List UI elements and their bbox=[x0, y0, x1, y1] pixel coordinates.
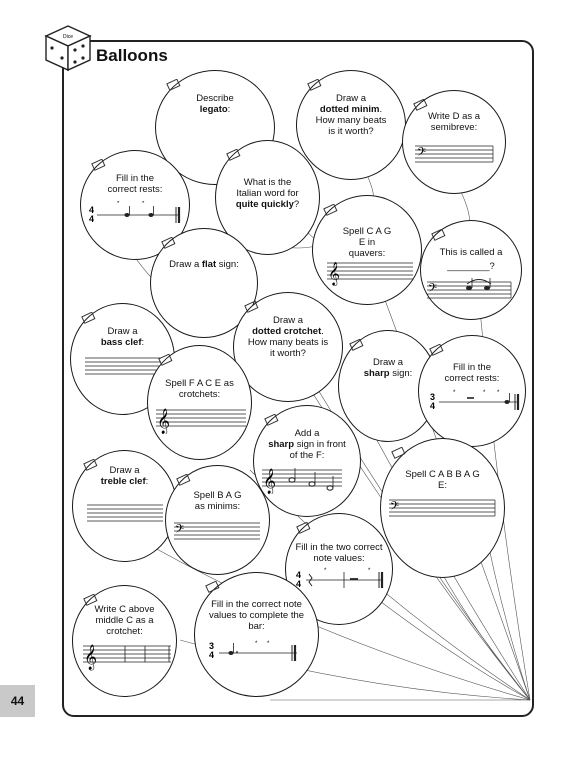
svg-text:𝄢: 𝄢 bbox=[417, 146, 427, 162]
svg-text:*: * bbox=[483, 390, 486, 396]
svg-text:*: * bbox=[142, 201, 145, 207]
blank-stave bbox=[85, 356, 161, 378]
pencil-icon bbox=[226, 149, 242, 163]
balloon-dotted-minim: Draw a dotted minim. How many beats is it worth? bbox=[296, 70, 406, 180]
balloon-draw-treble-clef: Draw a treble clef: bbox=[72, 450, 177, 562]
balloon-add-sharp-f: Add a sharp sign in front of the F: 𝄞 bbox=[253, 405, 361, 517]
question-text: Fill in the correct note values to complete the bar: bbox=[208, 599, 305, 632]
treble-stave bbox=[262, 464, 352, 494]
svg-text:4: 4 bbox=[296, 570, 302, 580]
svg-text:*: * bbox=[117, 201, 120, 207]
svg-text:3: 3 bbox=[430, 392, 436, 402]
question-text: This is called a bbox=[439, 247, 503, 258]
question-keyword: bass clef bbox=[100, 337, 142, 348]
balloon-this-is-called bbox=[420, 220, 522, 320]
svg-text:4: 4 bbox=[89, 214, 95, 224]
question-text: Describe bbox=[196, 93, 234, 104]
question-text: Fill in the correct rests: bbox=[444, 362, 500, 384]
pencil-icon bbox=[391, 447, 407, 461]
svg-text:*: * bbox=[453, 390, 456, 396]
balloon-complete-bar bbox=[194, 572, 319, 697]
pencil-icon bbox=[81, 312, 97, 326]
svg-text:𝄞: 𝄞 bbox=[328, 261, 340, 285]
svg-text:*: * bbox=[368, 568, 371, 574]
question-keyword: flat bbox=[201, 259, 217, 270]
svg-text:𝄞: 𝄞 bbox=[84, 645, 98, 670]
question-keyword: dotted minim bbox=[319, 104, 380, 115]
page-number: 44 bbox=[0, 685, 35, 717]
pencil-icon bbox=[296, 522, 312, 536]
question-text: Write D as a semibreve: bbox=[427, 111, 481, 133]
svg-text:𝄢: 𝄢 bbox=[390, 500, 400, 516]
pencil-icon bbox=[244, 301, 260, 315]
pencil-icon bbox=[349, 339, 365, 353]
question-keyword: sharp bbox=[268, 439, 295, 450]
question-text: Spell C A G E in quavers: bbox=[342, 226, 392, 259]
pencil-icon bbox=[158, 354, 174, 368]
bass-stave bbox=[415, 143, 495, 167]
balloon-middle-c bbox=[72, 585, 177, 697]
answer-blank: ________? bbox=[447, 261, 495, 272]
treble-stave bbox=[327, 258, 415, 286]
svg-text:4: 4 bbox=[296, 579, 302, 589]
question-text: Write C above middle C as a crotchet: bbox=[94, 604, 155, 637]
svg-text:*: * bbox=[255, 641, 258, 647]
pencil-icon bbox=[161, 237, 177, 251]
balloon-dotted-crotchet: Draw a dotted crotchet. How many beats is it worth? bbox=[233, 292, 343, 402]
balloon-spell-bag bbox=[165, 465, 270, 575]
balloon-spell-cabbage bbox=[380, 438, 505, 578]
treble-stave bbox=[156, 404, 246, 434]
pencil-icon bbox=[429, 344, 445, 358]
bass-stave bbox=[389, 497, 497, 523]
svg-text:3: 3 bbox=[209, 641, 215, 651]
balloon-write-d-semibreve bbox=[402, 90, 506, 194]
balloon-draw-sharp: Draw a sharp sign: bbox=[338, 330, 438, 442]
blank-stave bbox=[87, 503, 163, 525]
bass-stave bbox=[427, 277, 517, 303]
pencil-icon bbox=[166, 79, 182, 93]
balloon-draw-bass-clef: Draw a bass clef: bbox=[70, 303, 175, 415]
svg-text:*: * bbox=[324, 568, 327, 574]
svg-text:𝄞: 𝄞 bbox=[157, 409, 171, 434]
rhythm-line bbox=[87, 201, 185, 229]
question-text: Fill in the correct rests: bbox=[107, 173, 163, 195]
pencil-icon bbox=[307, 79, 323, 93]
svg-text:𝄢: 𝄢 bbox=[428, 282, 438, 298]
balloon-draw-flat: Draw a flat sign: bbox=[150, 228, 258, 338]
svg-text:Dice: Dice bbox=[62, 34, 74, 40]
question-keyword: dotted crotchet bbox=[252, 326, 322, 337]
pencil-icon bbox=[205, 581, 221, 595]
page-title: Balloons bbox=[96, 46, 168, 65]
svg-text:4: 4 bbox=[430, 401, 436, 411]
question-keyword: sharp bbox=[363, 368, 390, 379]
balloon-spell-cage bbox=[312, 195, 422, 305]
svg-text:*: * bbox=[497, 390, 500, 396]
question-text: Spell F A C E as crotchets: bbox=[165, 378, 234, 400]
question-text: Fill in the two correct note values: bbox=[295, 542, 383, 564]
svg-text:4: 4 bbox=[209, 650, 215, 660]
question-keyword: quite quickly bbox=[235, 199, 294, 210]
dice-icon bbox=[42, 20, 94, 72]
rhythm-line bbox=[292, 566, 388, 594]
pencil-icon bbox=[431, 229, 447, 243]
question-text: Spell B A G as minims: bbox=[193, 490, 242, 512]
pencil-icon bbox=[91, 159, 107, 173]
svg-text:4: 4 bbox=[89, 205, 95, 215]
question-keyword: treble clef bbox=[100, 476, 146, 487]
balloon-quite-quickly: What is the Italian word for quite quickly? bbox=[215, 140, 320, 255]
svg-text:𝄢: 𝄢 bbox=[175, 523, 185, 539]
pencil-icon bbox=[264, 414, 280, 428]
treble-stave bbox=[83, 640, 171, 672]
balloon-spell-face bbox=[147, 345, 252, 460]
rhythm-line bbox=[205, 635, 305, 665]
balloon-legato: Describe legato: bbox=[155, 70, 275, 185]
question-text: Spell C A B B A G E: bbox=[405, 469, 480, 491]
svg-text:*: * bbox=[267, 641, 270, 647]
pencil-icon bbox=[323, 204, 339, 218]
question-keyword: legato bbox=[199, 104, 228, 115]
pencil-icon bbox=[176, 474, 192, 488]
svg-text:𝄞: 𝄞 bbox=[263, 469, 277, 494]
rhythm-line bbox=[427, 388, 523, 416]
bass-stave bbox=[174, 520, 260, 544]
balloon-fill-rests-3-4 bbox=[418, 335, 526, 447]
